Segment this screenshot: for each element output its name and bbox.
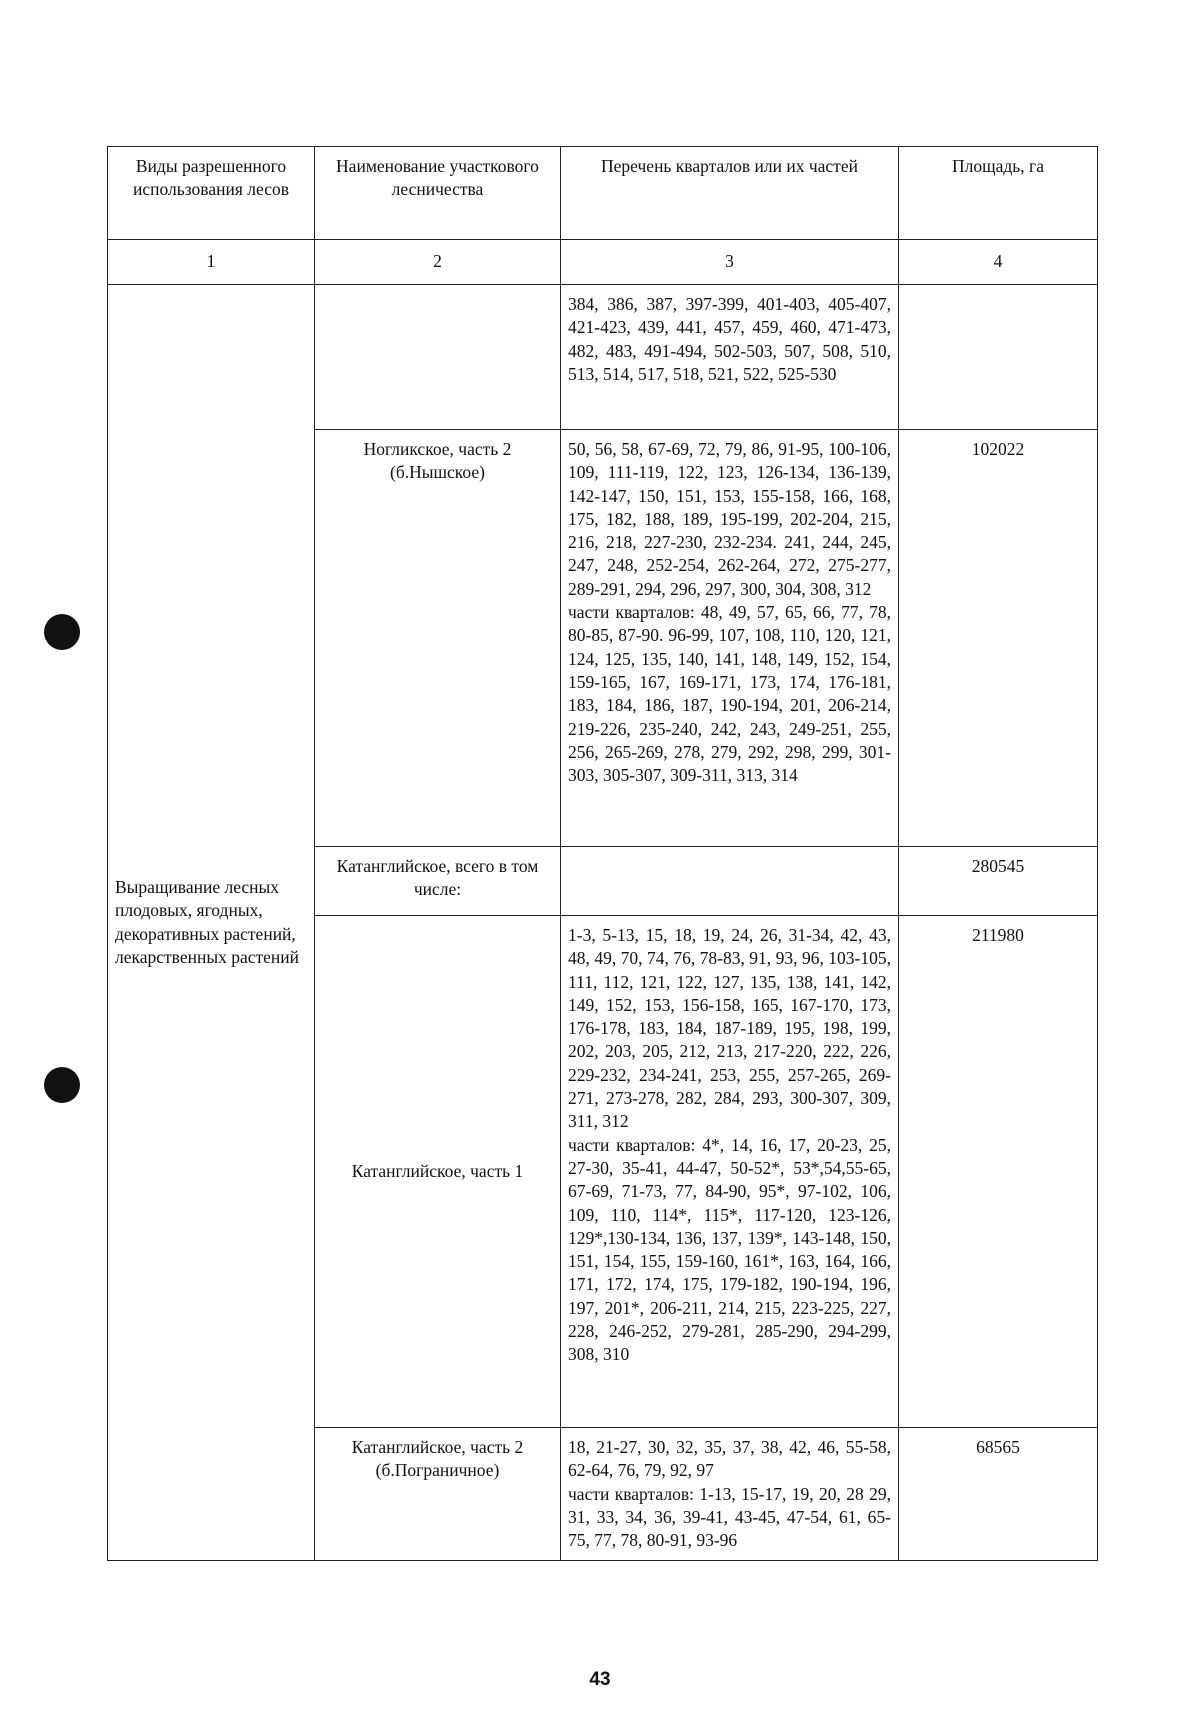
punch-hole-top xyxy=(44,614,80,650)
punch-hole-bottom xyxy=(44,1067,80,1103)
forest-use-table xyxy=(107,146,1098,1561)
area-cell: 102022 xyxy=(899,430,1098,847)
quarters-parts-list: части кварталов: 48, 49, 57, 65, 66, 77, 78, 80-85, 87-90. 96-99, 107, 108, 110, 120, 121, 124, 125, 135, 140, 141, 148, 149, 152, 154, 159-165, 167, 169-171, 173, 174, 176-181, 183, 184, 186, 187, 190-194, 201, 206-214, 219-226, 235-240, 242, 243, 249-251, 255, 256, 265-269, 278, 279, 292, 298, 299, 301-303, 305-307, 309-311, 313, 314 xyxy=(568,602,891,786)
column-number-row xyxy=(108,240,1098,285)
area-cell: 211980 xyxy=(899,916,1098,1428)
forestry-cell: Катанглийское, всего в том числе: xyxy=(315,847,561,916)
area-cell: 280545 xyxy=(899,847,1098,916)
quarters-list: 1-3, 5-13, 15, 18, 19, 24, 26, 31-34, 42, 43, 48, 49, 70, 74, 76, 78-83, 91, 93, 96, 103-105, 111, 112, 121, 122, 127, 135, 138, 141, 142, 149, 152, 153, 156-158, 165, 167-170, 173, 176-178, 183, 184, 187-189, 195, 198, 199, 202, 203, 205, 212, 213, 217-220, 222, 226, 229-232, 234-241, 253, 255, 257-265, 269-271, 273-278, 282, 284, 293, 300-307, 309, 311, 312 xyxy=(568,925,891,1132)
quarters-cell xyxy=(561,1428,899,1561)
forestry-cell: Ногликское, часть 2 (б.Нышское) xyxy=(315,430,561,847)
quarters-parts-list: части кварталов: 1-13, 15-17, 19, 20, 28 29, 31, 33, 34, 36, 39-41, 43-45, 47-54, 61, 65-75, 77, 78, 80-91, 93-96 xyxy=(568,1483,891,1551)
forestry-cell: Катанглийское, часть 1 xyxy=(315,916,561,1428)
header-forestry: Наименование участкового лесничества xyxy=(315,147,561,240)
header-area: Площадь, га xyxy=(899,147,1098,240)
area-cell: 68565 xyxy=(899,1428,1098,1561)
header-use-type: Виды разрешенного использования лесов xyxy=(108,147,315,240)
table-row xyxy=(108,285,1098,430)
quarters-list: 18, 21-27, 30, 32, 35, 37, 38, 42, 46, 55-58, 62-64, 76, 79, 92, 97 xyxy=(568,1437,891,1481)
column-number-1: 1 xyxy=(108,240,315,285)
forestry-cell: Катанглийское, часть 2 (б.Пограничное) xyxy=(315,1428,561,1561)
column-number-2: 2 xyxy=(315,240,561,285)
quarters-parts-list: части кварталов: 4*, 14, 16, 17, 20-23, 25, 27-30, 35-41, 44-47, 50-52*, 53*,54,55-65, 67-69, 71-73, 77, 84-90, 95*, 97-102, 106, 109, 110, 114*, 115*, 117-120, 123-126, 129*,130-134, 136, 137, 139*, 143-148, 150, 151, 154, 155, 159-160, 161*, 163, 164, 166, 171, 172, 174, 175, 179-182, 190-194, 196, 197, 201*, 206-211, 214, 215, 223-225, 227, 228, 246-252, 279-281, 285-290, 294-299, 308, 310 xyxy=(568,1134,891,1365)
quarters-cell xyxy=(561,430,899,847)
use-type-cell: Выращивание лесных плодовых, ягодных, декоративных растений, лекарственных растений xyxy=(108,285,315,1561)
page-number: 43 xyxy=(589,1669,611,1690)
header-row xyxy=(108,147,1098,240)
forestry-cell xyxy=(315,285,561,430)
area-cell xyxy=(899,285,1098,430)
header-quarters: Перечень кварталов или их частей xyxy=(561,147,899,240)
column-number-4: 4 xyxy=(899,240,1098,285)
column-number-3: 3 xyxy=(561,240,899,285)
quarters-cell xyxy=(561,847,899,916)
quarters-cell: 384, 386, 387, 397-399, 401-403, 405-407, 421-423, 439, 441, 457, 459, 460, 471-473, 482, 483, 491-494, 502-503, 507, 508, 510, 513, 514, 517, 518, 521, 522, 525-530 xyxy=(561,285,899,430)
quarters-list: 50, 56, 58, 67-69, 72, 79, 86, 91-95, 100-106, 109, 111-119, 122, 123, 126-134, 136-139, 142-147, 150, 151, 153, 155-158, 166, 168, 175, 182, 188, 189, 195-199, 202-204, 215, 216, 218, 227-230, 232-234. 241, 244, 245, 247, 248, 252-254, 262-264, 272, 275-277, 289-291, 294, 296, 297, 300, 304, 308, 312 xyxy=(568,439,891,599)
quarters-cell xyxy=(561,916,899,1428)
